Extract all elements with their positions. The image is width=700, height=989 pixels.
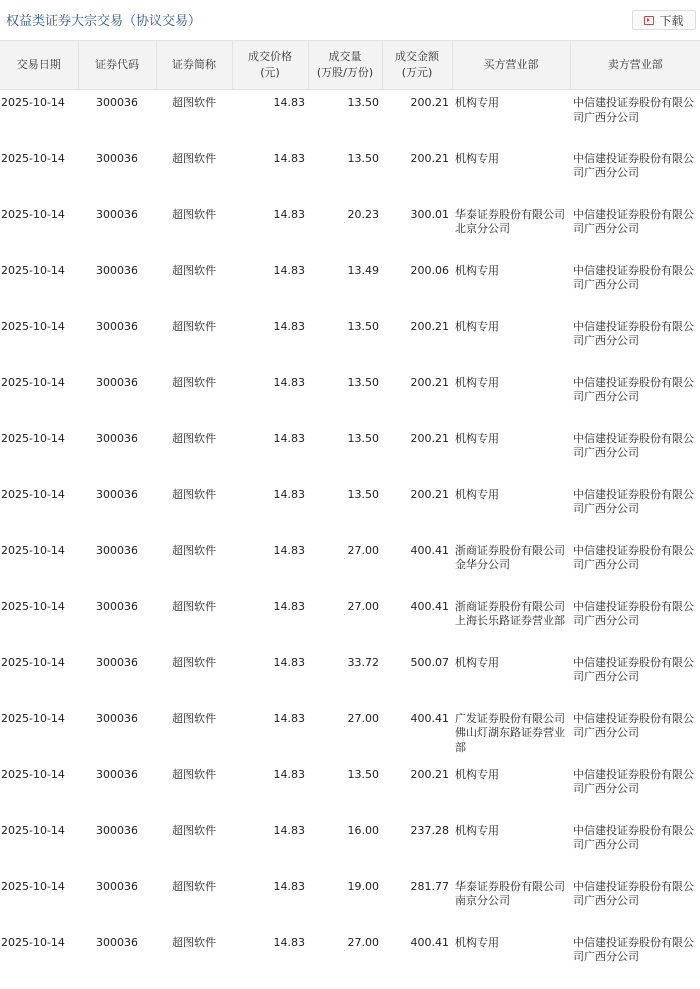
security-code-cell: 300036: [96, 823, 138, 837]
security-code-cell: 300036: [96, 487, 138, 501]
trade-date-cell: 2025-10-14: [1, 263, 65, 277]
buyer-branch-cell: 广发证券股份有限公司佛山灯湖东路证券营业部: [455, 711, 565, 754]
security-code-cell: 300036: [96, 319, 138, 333]
buyer-branch-cell: 华泰证券股份有限公司南京分公司: [455, 879, 565, 907]
price-cell: 14.83: [273, 823, 305, 837]
volume-cell: 16.00: [347, 823, 379, 837]
buyer-branch-cell: 机构专用: [455, 431, 499, 445]
table-row: [0, 146, 700, 202]
security-code-cell: 300036: [96, 879, 138, 893]
buyer-branch-cell: 机构专用: [455, 823, 499, 837]
security-name-cell: 超图软件: [172, 207, 216, 221]
price-cell: 14.83: [273, 319, 305, 333]
volume-cell: 27.00: [347, 935, 379, 949]
table-row: [0, 426, 700, 482]
seller-branch-cell: 中信建投证券股份有限公司广西分公司: [573, 263, 694, 291]
security-code-cell: 300036: [96, 375, 138, 389]
security-code-cell: 300036: [96, 935, 138, 949]
security-name-cell: 超图软件: [172, 543, 216, 557]
amount-cell: 200.21: [410, 319, 449, 333]
amount-cell: 400.41: [410, 599, 449, 613]
volume-cell: 27.00: [347, 543, 379, 557]
amount-cell: 200.21: [410, 375, 449, 389]
security-code-cell: 300036: [96, 711, 138, 725]
table-row: [0, 314, 700, 370]
page-title: 权益类证券大宗交易（协议交易）: [6, 14, 202, 29]
trade-date-cell: 2025-10-14: [1, 487, 65, 501]
seller-branch-cell: 中信建投证券股份有限公司广西分公司: [573, 711, 694, 739]
buyer-branch-cell: 机构专用: [455, 263, 499, 277]
buyer-branch-cell: 浙商证券股份有限公司上海长乐路证券营业部: [455, 599, 565, 627]
trade-date-cell: 2025-10-14: [1, 319, 65, 333]
security-name-cell: 超图软件: [172, 431, 216, 445]
trade-date-cell: 2025-10-14: [1, 543, 65, 557]
security-name-cell: 超图软件: [172, 263, 216, 277]
pdf-download-icon: [644, 16, 654, 25]
price-cell: 14.83: [273, 543, 305, 557]
amount-cell: 400.41: [410, 711, 449, 725]
amount-cell: 200.21: [410, 431, 449, 445]
security-code-cell: 300036: [96, 151, 138, 165]
col-seller-header: 卖方营业部: [570, 41, 700, 90]
amount-cell: 200.21: [410, 96, 449, 109]
price-cell: 14.83: [273, 599, 305, 613]
amount-cell: 200.06: [410, 263, 449, 277]
security-code-cell: 300036: [96, 655, 138, 669]
col-volume-header: 成交量 (万股/万份): [308, 41, 382, 90]
security-name-cell: 超图软件: [172, 935, 216, 949]
table-row: [0, 202, 700, 258]
trade-date-cell: 2025-10-14: [1, 151, 65, 165]
trade-date-cell: 2025-10-14: [1, 207, 65, 221]
security-code-cell: 300036: [96, 263, 138, 277]
col-security-name-header: 证券简称: [156, 41, 232, 90]
price-cell: 14.83: [273, 655, 305, 669]
amount-cell: 200.21: [410, 487, 449, 501]
table-header-row: [0, 41, 700, 90]
buyer-branch-cell: 机构专用: [455, 935, 499, 949]
table-row: [0, 538, 700, 594]
buyer-branch-cell: 华泰证券股份有限公司北京分公司: [455, 207, 565, 235]
volume-cell: 20.23: [347, 207, 379, 221]
trade-date-cell: 2025-10-14: [1, 431, 65, 445]
amount-cell: 500.07: [410, 655, 449, 669]
price-cell: 14.83: [273, 431, 305, 445]
col-security-code-header: 证券代码: [78, 41, 156, 90]
security-code-cell: 300036: [96, 767, 138, 781]
volume-cell: 27.00: [347, 711, 379, 725]
col-amount-header: 成交金额 (万元): [382, 41, 452, 90]
security-name-cell: 超图软件: [172, 767, 216, 781]
buyer-branch-cell: 机构专用: [455, 767, 499, 781]
buyer-branch-cell: 机构专用: [455, 655, 499, 669]
download-button[interactable]: [632, 10, 696, 30]
trade-date-cell: 2025-10-14: [1, 655, 65, 669]
volume-cell: 13.50: [347, 319, 379, 333]
security-name-cell: 超图软件: [172, 711, 216, 725]
buyer-branch-cell: 机构专用: [455, 375, 499, 389]
col-trade-date-header: 交易日期: [0, 41, 78, 90]
trade-date-cell: 2025-10-14: [1, 711, 65, 725]
security-code-cell: 300036: [96, 431, 138, 445]
buyer-branch-cell: 机构专用: [455, 487, 499, 501]
amount-cell: 400.41: [410, 543, 449, 557]
volume-cell: 19.00: [347, 879, 379, 893]
seller-branch-cell: 中信建投证券股份有限公司广西分公司: [573, 823, 694, 851]
price-cell: 14.83: [273, 487, 305, 501]
trade-date-cell: 2025-10-14: [1, 879, 65, 893]
volume-cell: 13.50: [347, 431, 379, 445]
security-name-cell: 超图软件: [172, 655, 216, 669]
price-cell: 14.83: [273, 935, 305, 949]
seller-branch-cell: 中信建投证券股份有限公司广西分公司: [573, 487, 694, 515]
seller-branch-cell: 中信建投证券股份有限公司广西分公司: [573, 879, 694, 907]
seller-branch-cell: 中信建投证券股份有限公司广西分公司: [573, 375, 694, 403]
trade-date-cell: 2025-10-14: [1, 599, 65, 613]
page-header: [0, 0, 700, 40]
seller-branch-cell: 中信建投证券股份有限公司广西分公司: [573, 935, 694, 963]
download-label: 下载: [659, 13, 684, 28]
security-code-cell: 300036: [96, 96, 138, 109]
price-cell: 14.83: [273, 711, 305, 725]
trade-date-cell: 2025-10-14: [1, 96, 65, 109]
amount-cell: 200.21: [410, 767, 449, 781]
security-code-cell: 300036: [96, 207, 138, 221]
block-trade-table: [0, 40, 700, 986]
security-name-cell: 超图软件: [172, 96, 216, 109]
buyer-branch-cell: 机构专用: [455, 96, 499, 109]
trade-date-cell: 2025-10-14: [1, 935, 65, 949]
seller-branch-cell: 中信建投证券股份有限公司广西分公司: [573, 599, 694, 627]
price-cell: 14.83: [273, 207, 305, 221]
security-name-cell: 超图软件: [172, 823, 216, 837]
amount-cell: 300.01: [410, 207, 449, 221]
security-code-cell: 300036: [96, 599, 138, 613]
price-cell: 14.83: [273, 879, 305, 893]
security-name-cell: 超图软件: [172, 487, 216, 501]
price-cell: 14.83: [273, 767, 305, 781]
volume-cell: 13.50: [347, 767, 379, 781]
amount-cell: 200.21: [410, 151, 449, 165]
amount-cell: 281.77: [410, 879, 449, 893]
price-cell: 14.83: [273, 151, 305, 165]
security-name-cell: 超图软件: [172, 151, 216, 165]
volume-cell: 13.49: [347, 263, 379, 277]
volume-cell: 13.50: [347, 375, 379, 389]
seller-branch-cell: 中信建投证券股份有限公司广西分公司: [573, 543, 694, 571]
volume-cell: 13.50: [347, 151, 379, 165]
table-row: [0, 258, 700, 314]
table-row: [0, 90, 700, 146]
table-row: [0, 650, 700, 706]
table-row: [0, 874, 700, 930]
seller-branch-cell: 中信建投证券股份有限公司广西分公司: [573, 655, 694, 683]
security-name-cell: 超图软件: [172, 319, 216, 333]
volume-cell: 13.50: [347, 96, 379, 109]
table-row: [0, 482, 700, 538]
buyer-branch-cell: 浙商证券股份有限公司金华分公司: [455, 543, 565, 571]
table-row: [0, 706, 700, 762]
seller-branch-cell: 中信建投证券股份有限公司广西分公司: [573, 151, 694, 179]
table-row: [0, 370, 700, 426]
price-cell: 14.83: [273, 96, 305, 109]
price-cell: 14.83: [273, 375, 305, 389]
seller-branch-cell: 中信建投证券股份有限公司广西分公司: [573, 767, 694, 795]
amount-cell: 237.28: [410, 823, 449, 837]
trade-date-cell: 2025-10-14: [1, 767, 65, 781]
seller-branch-cell: 中信建投证券股份有限公司广西分公司: [573, 96, 694, 124]
volume-cell: 27.00: [347, 599, 379, 613]
price-cell: 14.83: [273, 263, 305, 277]
security-name-cell: 超图软件: [172, 599, 216, 613]
table-row: [0, 818, 700, 874]
seller-branch-cell: 中信建投证券股份有限公司广西分公司: [573, 431, 694, 459]
col-price-header: 成交价格 (元): [232, 41, 308, 90]
seller-branch-cell: 中信建投证券股份有限公司广西分公司: [573, 207, 694, 235]
seller-branch-cell: 中信建投证券股份有限公司广西分公司: [573, 319, 694, 347]
trade-date-cell: 2025-10-14: [1, 823, 65, 837]
table-row: [0, 594, 700, 650]
security-name-cell: 超图软件: [172, 375, 216, 389]
table-body: [0, 90, 700, 986]
col-buyer-header: 买方营业部: [452, 41, 570, 90]
table-row: [0, 930, 700, 986]
buyer-branch-cell: 机构专用: [455, 319, 499, 333]
buyer-branch-cell: 机构专用: [455, 151, 499, 165]
amount-cell: 400.41: [410, 935, 449, 949]
volume-cell: 13.50: [347, 487, 379, 501]
security-code-cell: 300036: [96, 543, 138, 557]
security-name-cell: 超图软件: [172, 879, 216, 893]
volume-cell: 33.72: [347, 655, 379, 669]
trade-date-cell: 2025-10-14: [1, 375, 65, 389]
table-row: [0, 762, 700, 818]
